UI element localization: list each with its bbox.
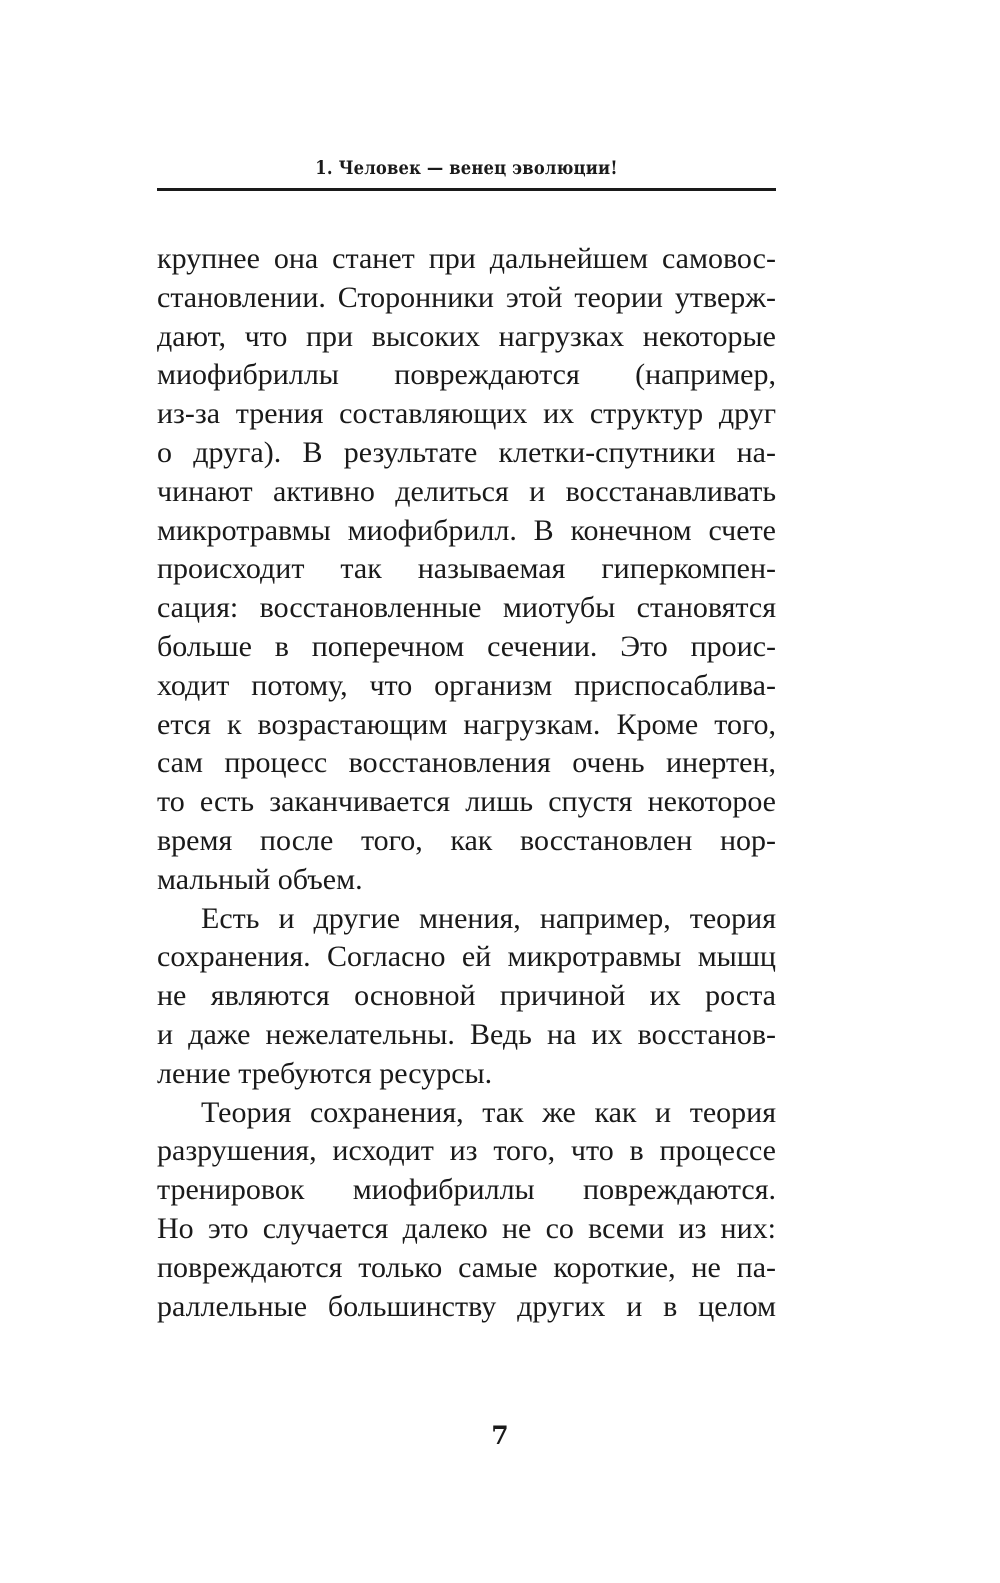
text-line: больше в поперечном сечении. Это проис- xyxy=(157,629,776,663)
text-line: Теория сохранения, так же как и теория xyxy=(201,1095,776,1129)
running-head-title: 1. Человек — венец эволюции! xyxy=(315,157,618,179)
text-line: ходит потому, что организм приспосаблива- xyxy=(157,668,776,702)
text-line: миофибриллы повреждаются (например, xyxy=(157,358,776,392)
text-line: Но это случается далеко не со всеми из них: xyxy=(157,1211,776,1245)
text-line: чинают активно делиться и восстанавливать xyxy=(157,474,776,508)
body-text xyxy=(157,240,776,1326)
page-number: 7 xyxy=(491,1421,509,1450)
text-line: происходит так называемая гиперкомпен- xyxy=(157,552,776,586)
text-line: мальный объем. xyxy=(157,862,363,896)
text-line: то есть заканчивается лишь спустя некоторое xyxy=(157,785,776,819)
text-line: раллельные большинству других и в целом xyxy=(157,1289,776,1323)
text-line: сам процесс восстановления очень инертен, xyxy=(157,746,776,780)
header-rule xyxy=(157,188,776,191)
text-line: повреждаются только самые короткие, не па- xyxy=(157,1250,776,1284)
text-line: ется к возрастающим нагрузкам. Кроме того, xyxy=(157,707,776,741)
text-line: дают, что при высоких нагрузках некоторые xyxy=(157,319,776,353)
text-line: сохранения. Согласно ей микротравмы мышц xyxy=(157,940,776,974)
text-line: время после того, как восстановлен нор- xyxy=(157,823,776,857)
text-line: не являются основной причиной их роста xyxy=(157,979,776,1013)
text-line: тренировок миофибриллы повреждаются. xyxy=(157,1173,776,1207)
text-line: крупнее она станет при дальнейшем самовос- xyxy=(157,242,776,275)
text-line: становлении. Сторонники этой теории утверж- xyxy=(157,280,776,314)
text-line: из-за трения составляющих их структур друг xyxy=(157,397,776,431)
text-line: о друга). В результате клетки-спутники на- xyxy=(157,435,776,469)
text-line: сация: восстановленные миотубы становятся xyxy=(157,591,776,625)
text-line: микротравмы миофибрилл. В конечном счете xyxy=(157,513,776,547)
text-line: Есть и другие мнения, например, теория xyxy=(201,901,776,935)
text-line: и даже нежелательны. Ведь на их восстанов- xyxy=(157,1017,776,1051)
text-line: ление требуются ресурсы. xyxy=(157,1056,493,1090)
text-line: разрушения, исходит из того, что в процессе xyxy=(157,1134,776,1168)
